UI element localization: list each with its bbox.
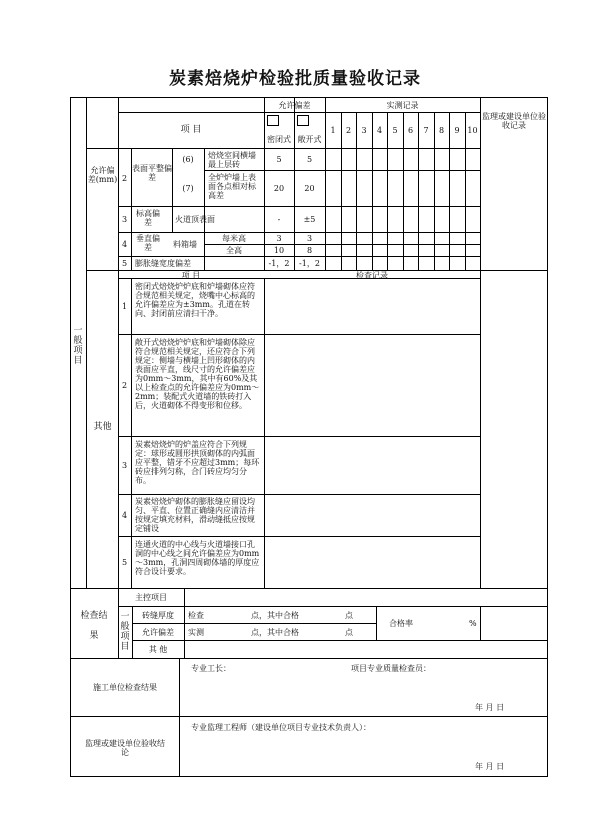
col-6: 6 — [407, 126, 414, 135]
item-text: 敞开式焙烧炉炉底和炉墙砌体除应符合规范相关规定，还应符合下列规定：侧墙与横墙上凹形砌体的内表面应平直，线尺寸的允许偏差应为0mm～3mm，其中有60%及其以上检查点的允许偏差应为0mm～2mm；装配式火道墙的铁砖打入后，火道砌体不得变形和位移。 — [135, 338, 260, 410]
supervisor-header: 监理或建设单位验收记录 — [482, 112, 546, 130]
col-3: 3 — [361, 126, 367, 135]
grid-line — [403, 112, 404, 270]
item-header: 项 目 — [180, 125, 202, 135]
result-row-name: 砖缝厚度 — [142, 611, 174, 620]
grid-line — [71, 716, 547, 717]
result-row-c: 点 — [345, 628, 353, 637]
row-desc: 全高 — [226, 246, 242, 255]
open-label: 敞开式 — [297, 135, 322, 144]
open-value: 20 — [304, 184, 315, 193]
section-label: 一般项目 — [73, 326, 83, 366]
row-desc: 每米高 — [222, 234, 246, 243]
item-no: 1 — [121, 302, 128, 311]
allow-dev-header: 允许偏差 — [278, 101, 311, 110]
result-row-name: 允许偏差 — [142, 628, 174, 637]
others-group-label: 其他 — [93, 422, 112, 432]
item-no: 3 — [121, 461, 128, 470]
grid-line — [118, 606, 547, 607]
grid-line — [480, 98, 481, 588]
row-desc: 焙烧室间横墙最上层砖 — [208, 151, 256, 169]
closed-value: 10 — [273, 246, 285, 255]
col-8: 8 — [438, 126, 445, 135]
row-desc: 火道顶表面 — [175, 215, 215, 224]
grid-line — [434, 112, 435, 270]
item-no: 5 — [121, 558, 128, 567]
pass-rate-label: 合格率 — [389, 619, 413, 628]
grid-line — [118, 536, 480, 537]
page-title: 炭素焙烧炉检验批质量验收记录 — [169, 69, 421, 89]
col-5: 5 — [392, 126, 398, 135]
col-4: 4 — [376, 126, 383, 135]
item-text: 炭素焙烧炉砌体的膨胀缝应留设均匀、平直、位置正确缝内应清洁并按规定填充材料，滑动缝抵应按规定铺设 — [135, 497, 255, 533]
grid-line — [372, 112, 373, 270]
measured-header: 实测记录 — [386, 101, 419, 110]
item-text: 连通火道的中心线与火道墙接口孔洞的中心线之间允许偏差应为0mm～3mm，孔洞四周砌体墙的厚度应符合设计要求。 — [135, 540, 260, 576]
item-text: 密闭式焙烧炉炉底和炉墙砌体应符合规范相关规定，烧嘴中心标高的允许偏差应为±3mm。孔道在转向、封闭前应清扫干净。 — [135, 282, 255, 318]
supervision-label: 监理或建设单位验收结论 — [85, 739, 165, 757]
construction-label: 施工单位检查结果 — [93, 683, 157, 692]
grid-line — [131, 278, 132, 588]
closed-value: -1，2 — [268, 259, 290, 268]
grid-line — [465, 112, 466, 270]
grid-line — [118, 334, 480, 335]
construction-date: 年 月 日 — [475, 703, 505, 712]
row-no: 4 — [121, 240, 128, 249]
grid-line — [71, 588, 547, 589]
qc-label: 项目专业质量检查员： — [351, 664, 431, 673]
engineer-label: 专业监理工程师（建设单位项目专业技术负责人）： — [191, 723, 371, 732]
closed-label: 密闭式 — [267, 135, 291, 144]
open-value: 8 — [306, 246, 313, 255]
row-desc: 膨胀缝宽度偏差 — [135, 259, 191, 268]
grid-line — [86, 148, 480, 149]
general-items-label: 一般项目 — [120, 612, 130, 652]
result-row-name: 其 他 — [148, 645, 168, 654]
grid-line — [118, 206, 480, 207]
closed-value: 5 — [276, 155, 282, 164]
main-items-label: 主控项目 — [135, 593, 167, 602]
grid-line — [179, 658, 180, 776]
row-label: 标高偏差 — [136, 209, 160, 227]
result-row-b: 点，其中合格 — [251, 628, 299, 637]
row-no: 2 — [121, 174, 128, 183]
grid-line — [132, 623, 376, 624]
closed-value: 3 — [276, 234, 282, 243]
grid-line — [118, 256, 480, 257]
grid-line — [132, 640, 547, 641]
grid-line — [387, 112, 388, 270]
row-desc: 全炉炉墙上表面各点相对标高差 — [208, 173, 256, 200]
open-checkbox[interactable] — [297, 115, 309, 126]
closed-value: 20 — [273, 184, 285, 193]
result-label: 检查结果 — [80, 611, 108, 641]
grid-line — [449, 112, 450, 270]
grid-line — [204, 244, 480, 245]
row-no: (7) — [182, 184, 194, 193]
grid-line — [356, 112, 357, 270]
grid-line — [71, 658, 547, 659]
supervision-date: 年 月 日 — [475, 762, 505, 771]
closed-checkbox[interactable] — [267, 115, 279, 126]
row-label: 垂直偏差 — [136, 234, 160, 252]
result-row-a: 检查 — [188, 611, 204, 620]
grid-line — [480, 606, 481, 640]
row-label: 表面平整偏差 — [132, 164, 172, 182]
grid-line — [418, 112, 419, 270]
open-value: 5 — [306, 155, 313, 164]
grid-line — [204, 170, 480, 171]
tolerance-group-label: 允许偏差(mm) — [87, 166, 118, 184]
open-value: ±5 — [303, 215, 316, 224]
result-row-a: 实测 — [188, 628, 204, 637]
col-1: 1 — [330, 126, 336, 135]
others-item-header: 项 目 — [181, 271, 201, 280]
item-no: 2 — [121, 381, 128, 390]
open-value: 3 — [306, 234, 313, 243]
closed-value: - — [277, 215, 281, 224]
record-table — [70, 97, 548, 777]
item-no: 4 — [121, 511, 128, 520]
row-no: 5 — [121, 259, 128, 268]
grid-line — [118, 436, 480, 437]
row-sub: 料箱墙 — [173, 240, 197, 249]
grid-line — [118, 232, 480, 233]
item-text: 炭素焙烧炉的炉盖应符合下列规定：球形或圆形拱顶砌体的内弧面应平整，错牙不应超过3mm；每环砖应排列匀称，合门砖应均匀分布。 — [135, 440, 260, 485]
others-check-header: 检查记录 — [356, 271, 388, 280]
grid-line — [264, 278, 265, 588]
result-row-c: 点 — [345, 611, 353, 620]
row-no: 3 — [121, 215, 128, 224]
grid-line — [184, 606, 185, 658]
grid-line — [184, 588, 185, 606]
grid-line — [376, 606, 377, 640]
grid-line — [118, 112, 480, 113]
col-10: 10 — [467, 126, 478, 135]
grid-line — [118, 494, 480, 495]
open-value: -1，2 — [299, 259, 320, 268]
col-9: 9 — [454, 126, 460, 135]
grid-line — [341, 112, 342, 270]
row-no: (6) — [182, 155, 194, 164]
foreman-label: 专业工长： — [191, 664, 231, 673]
col-7: 7 — [423, 126, 429, 135]
col-2: 2 — [345, 126, 352, 135]
result-row-b: 点，其中合格 — [251, 611, 299, 620]
pass-rate-pct: % — [469, 619, 477, 628]
